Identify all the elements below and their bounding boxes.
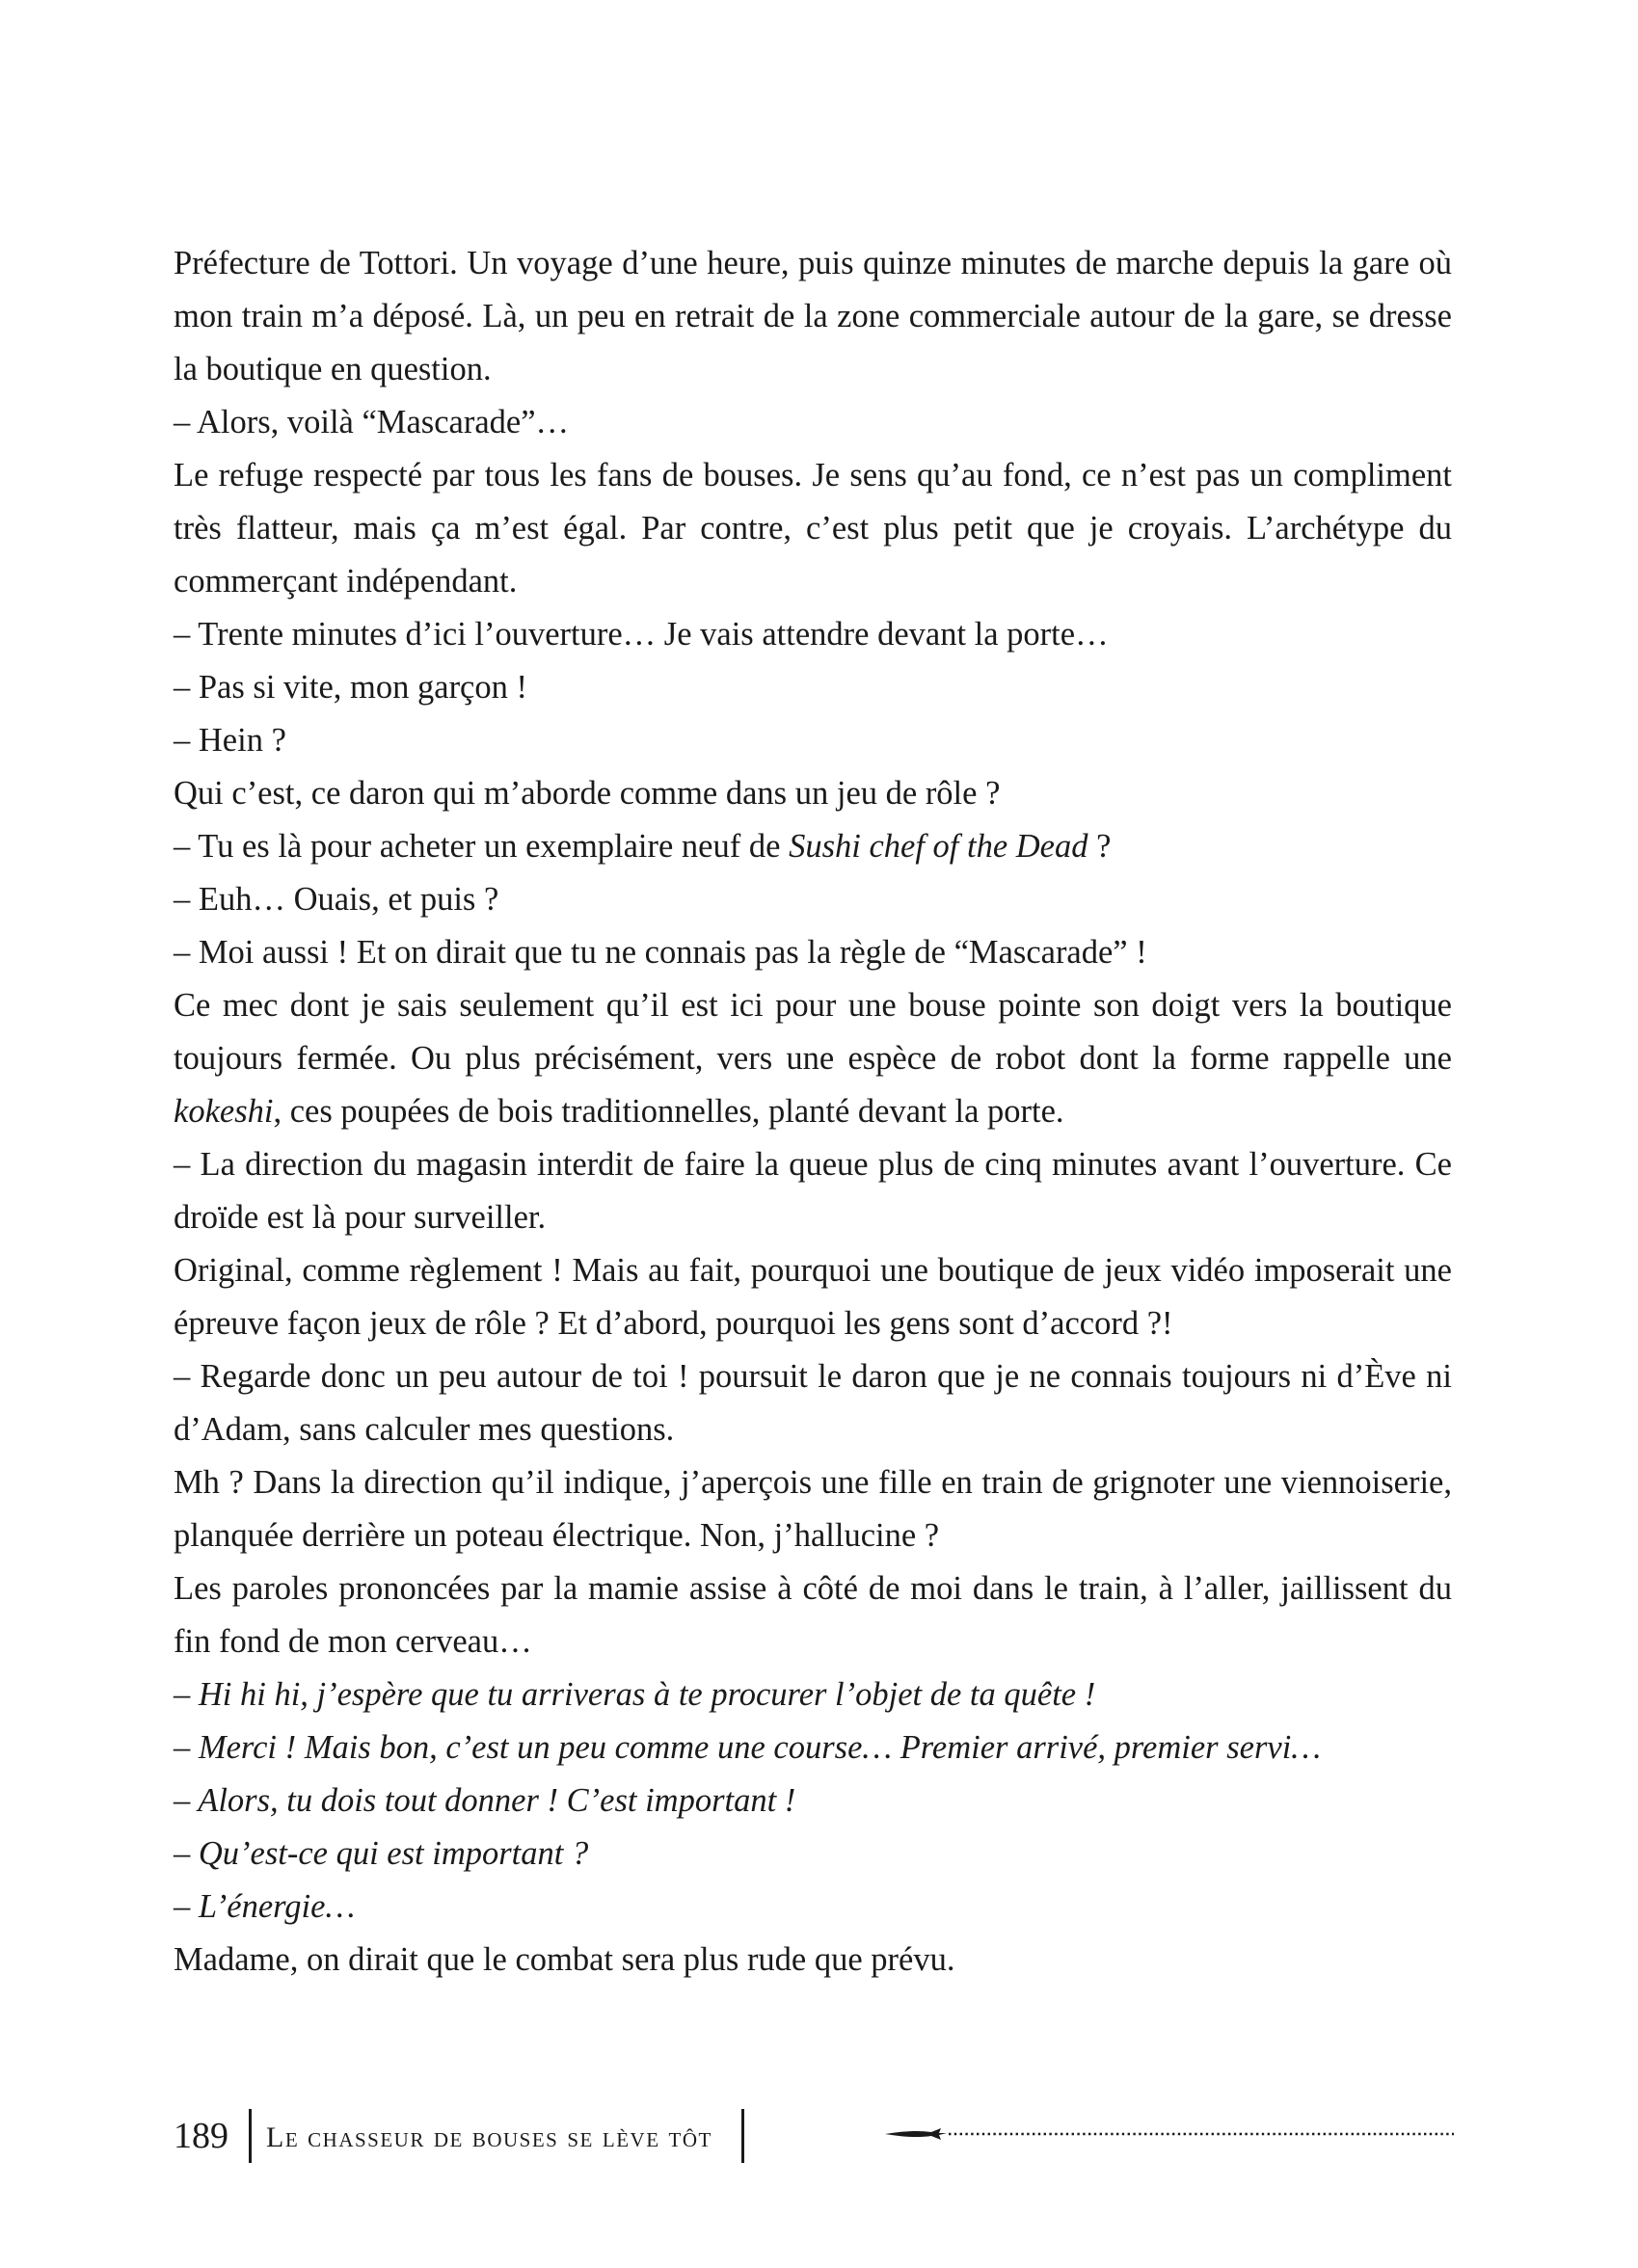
paragraph-7: Qui c’est, ce daron qui m’aborde comme dans un jeu de rôle ? (174, 775, 1001, 812)
paragraph-8-before: – Tu es là pour acheter un exemplaire neuf de (174, 828, 790, 865)
paragraph-16: Les paroles prononcées par la mamie assise à côté de moi dans le train, à l’aller, jaillissent du fin fond de mon cerveau… (174, 1570, 1452, 1660)
paragraph-2: – Alors, voilà “Mascarade”… (174, 404, 570, 440)
paragraph-12: – La direction du magasin interdit de faire la queue plus de cinq minutes avant l’ouverture. Ce droïde est là pour surveiller. (174, 1146, 1452, 1236)
paragraph-5: – Pas si vite, mon garçon ! (174, 669, 527, 706)
page-footer (0, 2101, 1638, 2178)
paragraph-18: – Merci ! Mais bon, c’est un peu comme une course… Premier arrivé, premier servi… (174, 1729, 1321, 1766)
paragraph-11-before: Ce mec dont je sais seulement qu’il est ici pour une bouse pointe son doigt vers la boutique toujours fermée. Ou plus précisément, vers une espèce de robot dont la forme rappelle une (174, 987, 1452, 1077)
footer-divider-left (249, 2109, 252, 2163)
page-number: 189 (174, 2116, 228, 2156)
paragraph-10: – Moi aussi ! Et on dirait que tu ne connais pas la règle de “Mascarade” ! (174, 934, 1147, 971)
running-title: Le chasseur de bouses se lève tôt (266, 2121, 712, 2153)
paragraph-14: – Regarde donc un peu autour de toi ! poursuit le daron que je ne connais toujours ni d’Ève ni d’Adam, sans calculer mes questions. (174, 1358, 1452, 1448)
paragraph-20: – Qu’est-ce qui est important ? (174, 1835, 589, 1872)
paragraph-3: Le refuge respecté par tous les fans de bouses. Je sens qu’au fond, ce n’est pas un compliment très flatteur, mais ça m’est égal. Par contre, c’est plus petit que je croyais. L’archétype du commerçant indépendant. (174, 457, 1452, 600)
kokeshi-emphasis: kokeshi (174, 1093, 274, 1130)
paragraph-21: – L’énergie… (174, 1888, 356, 1925)
paragraph-1: Préfecture de Tottori. Un voyage d’une heure, puis quinze minutes de marche depuis la gare où mon train m’a déposé. Là, un peu en retrait de la zone commerciale autour de la gare, se dresse la boutique en question. (174, 245, 1452, 387)
paragraph-9: – Euh… Ouais, et puis ? (174, 881, 499, 918)
paragraph-11 (174, 979, 1452, 1138)
footer-divider-right (741, 2109, 744, 2163)
paragraph-22: Madame, on dirait que le combat sera plus rude que prévu. (174, 1941, 955, 1978)
body-text (174, 237, 1452, 1987)
paragraph-4: – Trente minutes d’ici l’ouverture… Je vais attendre devant la porte… (174, 616, 1109, 653)
paragraph-19: – Alors, tu dois tout donner ! C’est important ! (174, 1782, 796, 1819)
paragraph-6: – Hein ? (174, 722, 286, 759)
paragraph-15: Mh ? Dans la direction qu’il indique, j’aperçois une fille en train de grignoter une viennoiserie, planquée derrière un poteau électrique. Non, j’hallucine ? (174, 1464, 1452, 1554)
paragraph-8 (174, 820, 1452, 873)
paragraph-8-after: ? (1088, 828, 1112, 865)
paragraph-11-after: , ces poupées de bois traditionnelles, planté devant la porte. (273, 1093, 1064, 1130)
paragraph-17: – Hi hi hi, j’espère que tu arriveras à te procurer l’objet de ta quête ! (174, 1676, 1096, 1713)
book-title-emphasis: Sushi chef of the Dead (789, 828, 1088, 865)
quill-dotted-line-icon (885, 2122, 1454, 2146)
paragraph-13: Original, comme règlement ! Mais au fait, pourquoi une boutique de jeux vidéo imposerait une épreuve façon jeux de rôle ? Et d’abord, pourquoi les gens sont d’accord ?! (174, 1252, 1452, 1342)
